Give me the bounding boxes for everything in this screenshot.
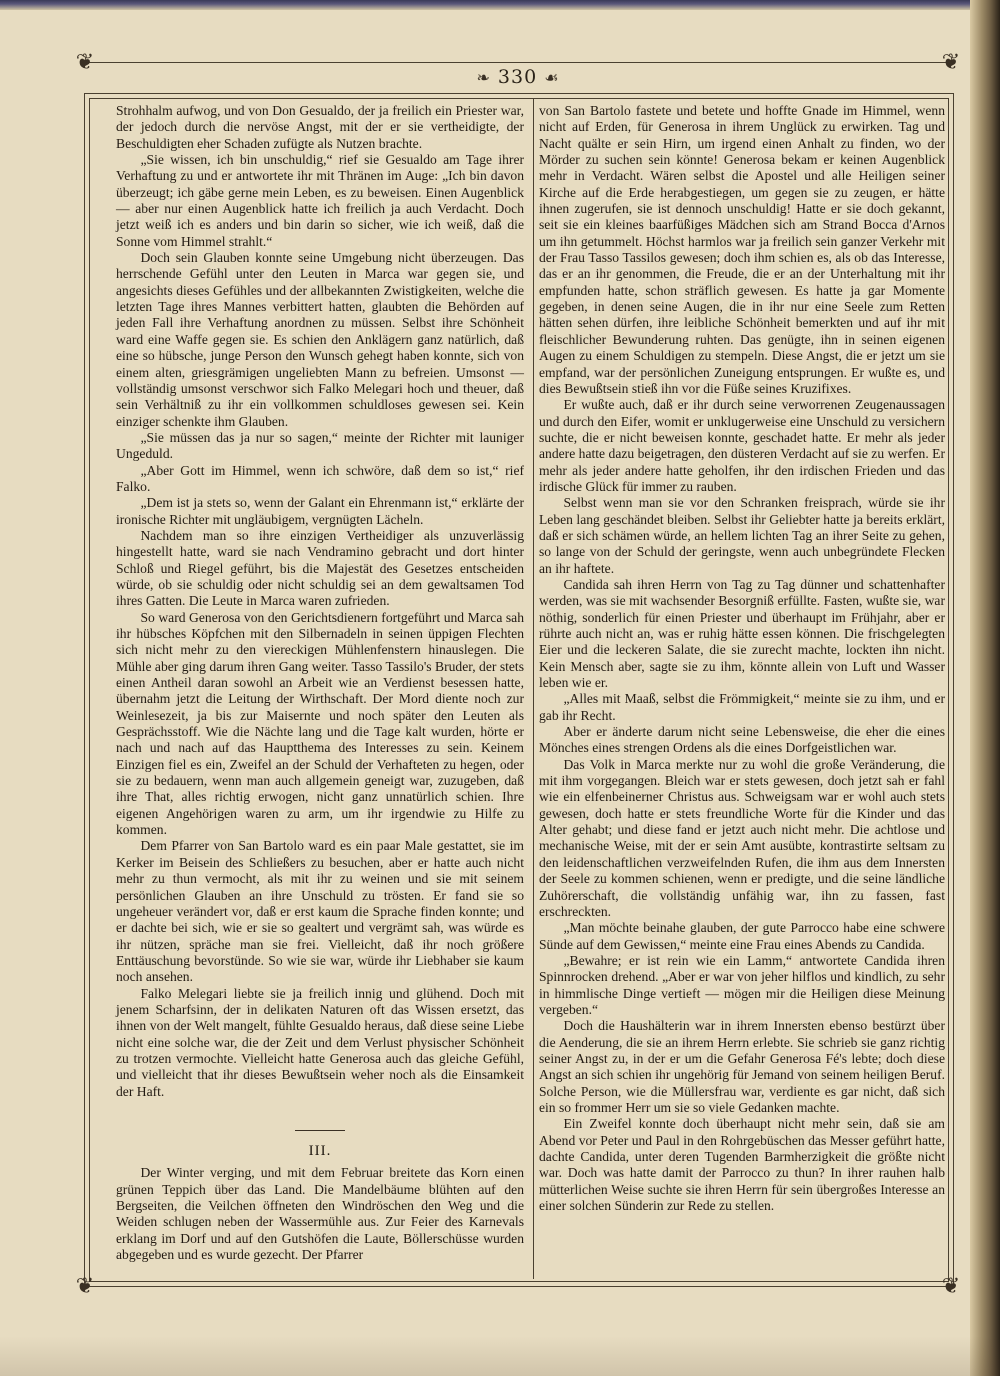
paragraph: Falko Melegari liebte sie ja freilich innig und glühend. Doch mit jenem Scharfsinn, der in delikaten Naturen oft das Wissen ersetzt, das ihnen von der Welt mangelt, fühlte Gesualdo heraus, daß diese seine Liebe nicht eine solche war, die der Zeit und dem Verlust physischer Schönheit zu trotzen vermochte. Vielleicht hatte Generosa auch das gleiche Gefühl, und vielleicht that ihr dieses Bewußtsein weher noch als die Einsamkeit der Haft. — [116, 985, 524, 1099]
paragraph: von San Bartolo fastete und betete und hoffte Gnade im Himmel, wenn nicht auf Erden, für Generosa in ihrem Unglück zu erwirken. Tag und Nacht quälte er sein Hirn, um irgend einen Anhalt zu finden, wo der Mörder zu suchen sein könnte! Generosa bekam er keinen Augenblick mehr in Verdacht. Wären selbst die Apostel und alle Heiligen seiner Kirche auf die Erde herabgestiegen, um gegen sie zu zeugen, er hätte ihnen zugerufen, sie ist dennoch unschuldig! Hatte er sie doch gekannt, seit sie ein kleines baarfüßiges Mädchen sich am Strand Bocca d'Arnos um ihn getummelt. Höchst harmlos war ja freilich sein ganzer Verkehr mit der Frau Tasso Tassilos gewesen; doch ihm schien es, als ob das Interesse, das er an ihr genommen, die Freude, die er an der Unterhaltung mit ihr empfunden hatte, schon sträflich gewesen. Es hatte ja gar Momente gegeben, in denen seine Augen, die in ihr nur eine Seele zum Retten hätten sehen dürfen, ihre leibliche Schönheit bemerkten und auf ihr mit fleischlicher Bewunderung ruhten. Das genügte, ihn in seinen eigenen Augen zu einem Schuldigen zu stempeln. Diese Angst, die er jetzt um sie empfand, war der persönlichen Zuneigung entsprungen. Er wußte es, und dies Bewußtsein stieß ihn vor die Füße seines Kruzifixes. — [539, 103, 945, 396]
column-divider — [533, 99, 534, 1279]
paragraph: Candida sah ihren Herrn von Tag zu Tag dünner und schattenhafter werden, was sie mit wachsender Besorgniß erfüllte. Fasten, wußte sie, war nöthig, sonderlich für einen Priester und überhaupt im Frühjahr, aber er rührte auch nicht an, was er ruhig hätte essen können. Die frischgelegten Eier und die leckeren Salate, die sie zurecht machte, lockten ihn nicht. Kein Mensch aber, sagte sie zu ihm, könnte allein von Luft und Wasser leben wie er. — [539, 576, 945, 691]
paragraph: „Dem ist ja stets so, wenn der Galant ein Ehrenmann ist,“ erklärte der ironische Richter mit ungläubigem, vergnügten Lächeln. — [116, 495, 524, 527]
page-header — [84, 66, 952, 92]
page-binding-edge — [970, 0, 1000, 1376]
paragraph: Selbst wenn man sie vor den Schranken freisprach, würde sie ihr Leben lang geschändet bleiben. Selbst ihr Geliebter hatte ja bereits erklärt, daß er sich schämen würde, an hellem lichten Tag an ihrer Seite zu gehen, so lange von der Schuld der geringste, wenn auch unbegründete Flecken an ihr haftete. — [539, 495, 945, 576]
page-bottom-shade — [0, 1336, 1000, 1376]
paragraph: „Bewahre; er ist rein wie ein Lamm,“ antwortete Candida ihren Spinnrocken drehend. „Aber er war von jeher hilflos und kindlich, zu sehr in himmlische Dinge vertieft — mögen mir die Heiligen diese Meinung vergeben.“ — [539, 952, 945, 1017]
paragraph: Strohhalm aufwog, und von Don Gesualdo, der ja freilich ein Priester war, der jedoch durch die nervöse Angst, mit der er sie vertheidigte, der Beschuldigten eher Schaden zufügte als Nutzen brachte. — [116, 103, 524, 151]
paragraph: Aber er änderte darum nicht seine Lebensweise, die eher die eines Mönches eines strengen Ordens als die eines Dorfgeistlichen war. — [539, 724, 945, 756]
corner-ornament-icon: ❦ — [941, 50, 961, 75]
paragraph: Doch die Haushälterin war in ihrem Innersten ebenso bestürzt über die Aenderung, die sie an ihrem Herrn erlebte. Sie schrieb sie ganz richtig seiner Angst zu, in der er um die Gefahr Generosa Fé's lebte; doch diese Angst an sich schien ihr ungehörig für Jemand von seinem heiligen Beruf. Solche Person, wie die Müllersfrau war, verdiente es gar nicht, daß sich ein so frommer Herr um sie so viele Gedanken machte. — [539, 1018, 945, 1115]
paragraph: „Sie wissen, ich bin unschuldig,“ rief sie Gesualdo am Tage ihrer Verhaftung zu und er antwortete ihr mit Thränen im Auge: „Ich bin davon überzeugt; ich gäbe gerne mein Leben, es zu beweisen. Einen Augenblick — aber nur einen Augenblick hatte ich freilich ja auch Verdacht. Doch jetzt weiß ich es anders und bin darin so sicher, wie ich weiß, daß die Sonne vom Himmel strahlt.“ — [116, 152, 524, 249]
paragraph: Der Winter verging, und mit dem Februar breitete das Korn einen grünen Teppich über das Land. Die Mandelbäume blühten auf den Bergseiten, die Veilchen öffneten den Windröschen den Weg und die Weiden schlugen neben der Wassermühle aus. Zur Feier des Karnevals erklang im Dorf und auf den Gutshöfen die Laute, Böllerschüsse wurden abgegeben und es wurde gezecht. Der Pfarrer — [116, 1165, 524, 1263]
bottom-rule — [84, 1286, 952, 1287]
page-top-edge — [0, 0, 1000, 10]
paragraph: „Aber Gott im Himmel, wenn ich schwöre, daß dem so ist,“ rief Falko. — [116, 462, 524, 494]
left-column — [116, 103, 524, 1263]
paragraph: Dem Pfarrer von San Bartolo ward es ein paar Male gestattet, sie im Kerker im Beisein des Schließers zu besuchen, aber er hatte auch nicht mehr zu thun vermocht, als mit ihr zu weinen und sie mit seinem persönlichen Glauben an ihre Unschuld zu trösten. Er fand sie so ungeheuer verändert vor, daß er erst kaum die Sprache finden konnte; und er dachte bei sich, wie er sie so gealtert und vergrämt sah, was würde es ihr nützen, spräche man sie frei. Vielleicht, daß ihr noch größere Enttäuschung bevorstünde. So wie sie war, würde ihr Liebhaber sie kaum noch ansehen. — [116, 838, 524, 985]
right-column — [539, 103, 945, 1214]
paragraph: Er wußte auch, daß er ihr durch seine verworrenen Zeugenaussagen und durch den Eifer, womit er unklugerweise eine Unschuld zu versichern suchte, die er nicht beweisen konnte, geschadet hatte. Er mehr als jeder andere hatte dazu beigetragen, den düsteren Verdacht auf sie zu werfen. Er mehr als jeder andere hatte geholfen, ihr den irdischen Frieden und das irdische Glück für immer zu rauben. — [539, 397, 945, 494]
paragraph: Nachdem man so ihre einzigen Vertheidiger als unzuverlässig hingestellt hatte, ward sie nach Vendramino gebracht und dort hinter Schloß und Riegel geführt, bis die Majestät des Gesetzes entscheiden würde, ob sie schuldig oder nicht schuldig sei an dem gewaltsamen Tod ihres Gatten. Die Leute in Marca waren zufrieden. — [116, 527, 524, 609]
page-number: 330 — [497, 66, 538, 88]
section-heading: III. — [308, 1142, 332, 1159]
paragraph: Ein Zweifel konnte doch überhaupt nicht mehr sein, daß sie am Abend vor Peter und Paul in den Rohrgebüschen das Messer geführt hatte, dachte Candida, unter deren Tugenden Barmherzigkeit die größte nicht war. Doch was hatte damit der Parrocco zu thun? In ihrer rauhen halb mütterlichen Weise suchte sie ihren Herrn für sein übergroßes Interesse an einer solchen Sünderin zur Rede zu stellen. — [539, 1116, 945, 1214]
section-divider — [295, 1130, 345, 1131]
paragraph: Doch sein Glauben konnte seine Umgebung nicht überzeugen. Das herrschende Gefühl unter den Leuten in Marca war gegen sie, und angesichts dieses Gefühles und der allbekannten Zwistigkeiten, welche die letzten Tage ihres Mannes verbittert hatten, glaubten die Behörden auf jeden Fall ihre Verhaftung anordnen zu müssen. Selbst ihre Schönheit ward eine Waffe gegen sie. Es schien den Anklägern ganz natürlich, daß eine so hübsche, junge Person den Wunsch gehegt haben konnte, sich von einem alten, griesgrämigen ungeliebten Mann zu befreien. Umsonst — vollständig umsonst verschwor sich Falko Melegari hoch und theuer, daß sein Verhältniß zu ihr ein vollkommen schuldloses gewesen sei. Kein einziger schenkte ihm Glauben. — [116, 250, 524, 429]
header-ornament-right-icon: ☙ — [544, 68, 560, 87]
corner-ornament-icon: ❦ — [75, 1274, 95, 1299]
paragraph: „Sie müssen das ja nur so sagen,“ meinte der Richter mit launiger Ungeduld. — [116, 429, 524, 462]
corner-ornament-icon: ❦ — [941, 1274, 961, 1299]
paragraph: Das Volk in Marca merkte nur zu wohl die große Veränderung, die mit ihm vorgegangen. Bleich war er stets gewesen, doch jetzt sah er fahl wie ein elfenbeinerner Christus aus. Schweigsam war er wohl auch stets gewesen, doch hatte er stets freundliche Worte für die Kinder und das Alter gehabt; und diese fand er jetzt auch nicht mehr. Die achtlose und mechanische Weise, mit der er sein Amt ausübte, kontrastirte seltsam zu den leidenschaftlichen verzweifelnden Rufen, die ihm aus dem Innersten der Seele zu kommen schienen, wenn er predigte, und die seine ländliche Zuhörerschaft, die vollständig unfähig war, ihn zu fassen, fast erschreckten. — [539, 756, 945, 919]
paragraph: So ward Generosa von den Gerichtsdienern fortgeführt und Marca sah ihr hübsches Köpfchen mit den Silbernadeln in seinen üppigen Flechten sich nicht mehr zu den viereckigen Mühlenfenstern hinauslegen. Die Mühle aber ging darum ihren Gang weiter. Tasso Tassilo's Bruder, der stets einen Antheil daran sowohl an Arbeit wie an Verdienst besessen hatte, übernahm jetzt die Leitung der Wirthschaft. Der Mord diente noch zur Weinlesezeit, ja bis zur Maisernte und noch später den Leuten als Gesprächsstoff. Wie die Nächte lang und die Tage kalt wurden, hörte er nach und nach auf das Hauptthema des Interesses zu sein. Keinem Einzigen fiel es ein, Zweifel an der Schuld der Verhafteten zu hegen, oder sie zu bedauern, wenn man auch allgemein geneigt war, zuzugeben, daß ihre That, alles richtig erwogen, nicht ganz unnatürlich schien. Ihre eigenen Angehörigen waren zu arm, um ihr irgendwie zu Hilfe zu kommen. — [116, 609, 524, 838]
corner-ornament-icon: ❦ — [75, 50, 95, 75]
top-rule — [84, 62, 952, 63]
header-ornament-left-icon: ❧ — [476, 68, 491, 87]
paragraph: „Man möchte beinahe glauben, der gute Parrocco habe eine schwere Sünde auf dem Gewissen,“ meinte eine Frau eines Abends zu Candida. — [539, 920, 945, 952]
paragraph: „Alles mit Maaß, selbst die Frömmigkeit,“ meinte sie zu ihm, und er gab ihr Recht. — [539, 691, 945, 723]
